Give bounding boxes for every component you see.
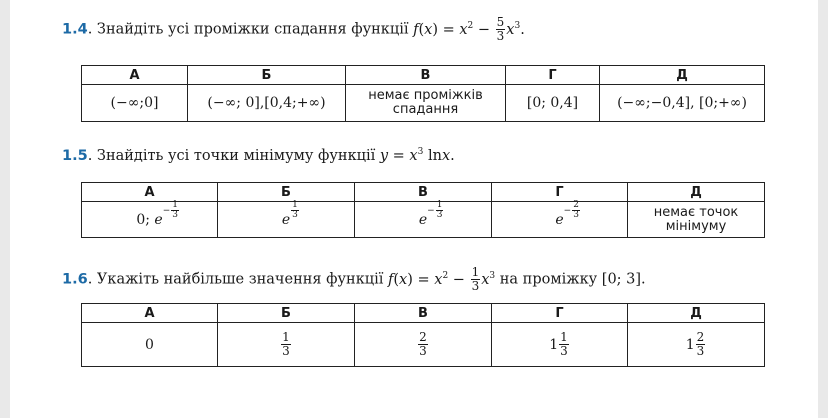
task-1-4-statement <box>62 16 525 43</box>
option-letter: Д <box>628 183 765 202</box>
option-b-value: e $\frac{1}{3}$ <box>218 202 355 238</box>
option-letter: Б <box>188 66 346 85</box>
task-number: 1.5 <box>62 147 88 164</box>
option-a-value: 0 <box>82 323 218 367</box>
function-formula: $f(x) = x^2$ − $\frac{5}{3}$ $x^3$. <box>413 15 525 43</box>
option-d-value: (−∞;−0,4], [0;+∞) <box>600 85 765 122</box>
option-letter: Г <box>492 183 628 202</box>
option-letter: А <box>82 66 188 85</box>
table-header-row <box>82 304 765 323</box>
option-letter: Г <box>492 304 628 323</box>
worksheet-page <box>10 0 818 418</box>
option-v-value: $\frac{2}{3}$ <box>355 323 492 367</box>
option-letter: А <box>82 304 218 323</box>
option-letter: Б <box>218 183 355 202</box>
option-letter: Д <box>628 304 765 323</box>
task-text: . Укажіть найбільше значення функції <box>87 271 384 288</box>
answer-table-1-6 <box>81 303 765 367</box>
option-b-value: $\frac{1}{3}$ <box>218 323 355 367</box>
option-letter: Б <box>218 304 355 323</box>
task-text: . Знайдіть усі точки мінімуму функції <box>87 147 376 164</box>
option-d-value: 1 $\frac{2}{3}$ <box>628 323 765 367</box>
option-v-value: e − $\frac{1}{3}$ <box>355 202 492 238</box>
option-v-value: немає проміжків спадання <box>346 85 506 122</box>
option-letter: А <box>82 183 218 202</box>
option-g-value: [0; 0,4] <box>506 85 600 122</box>
task-1-5-statement <box>62 147 455 164</box>
answer-table-1-4 <box>81 65 765 122</box>
table-row <box>82 323 765 367</box>
table-header-row <box>82 183 765 202</box>
option-a-value: 0; e − $\frac{1}{3}$ <box>82 202 218 238</box>
task-tail: на проміжку [0; 3]. <box>499 271 646 288</box>
option-letter: В <box>346 66 506 85</box>
option-b-value: (−∞; 0],[0,4;+∞) <box>188 85 346 122</box>
function-formula: $y = x^3$ lnx. <box>379 147 455 164</box>
task-number: 1.6 <box>62 271 88 288</box>
answer-table-1-5 <box>81 182 765 238</box>
option-letter: В <box>355 304 492 323</box>
option-g-value: e − $\frac{2}{3}$ <box>492 202 628 238</box>
table-header-row <box>82 66 765 85</box>
task-text: . Знайдіть усі проміжки спадання функції <box>87 21 409 38</box>
option-letter: В <box>355 183 492 202</box>
function-formula: $f(x) = x^2$ − $\frac{1}{3}$ $x^3$ <box>388 265 496 293</box>
task-number: 1.4 <box>62 21 88 38</box>
option-d-value: немає точок мінімуму <box>628 202 765 238</box>
table-row <box>82 202 765 238</box>
option-letter: Г <box>506 66 600 85</box>
option-letter: Д <box>600 66 765 85</box>
option-g-value: 1 $\frac{1}{3}$ <box>492 323 628 367</box>
table-row <box>82 85 765 122</box>
task-1-6-statement <box>62 266 646 293</box>
option-a-value: (−∞;0] <box>82 85 188 122</box>
